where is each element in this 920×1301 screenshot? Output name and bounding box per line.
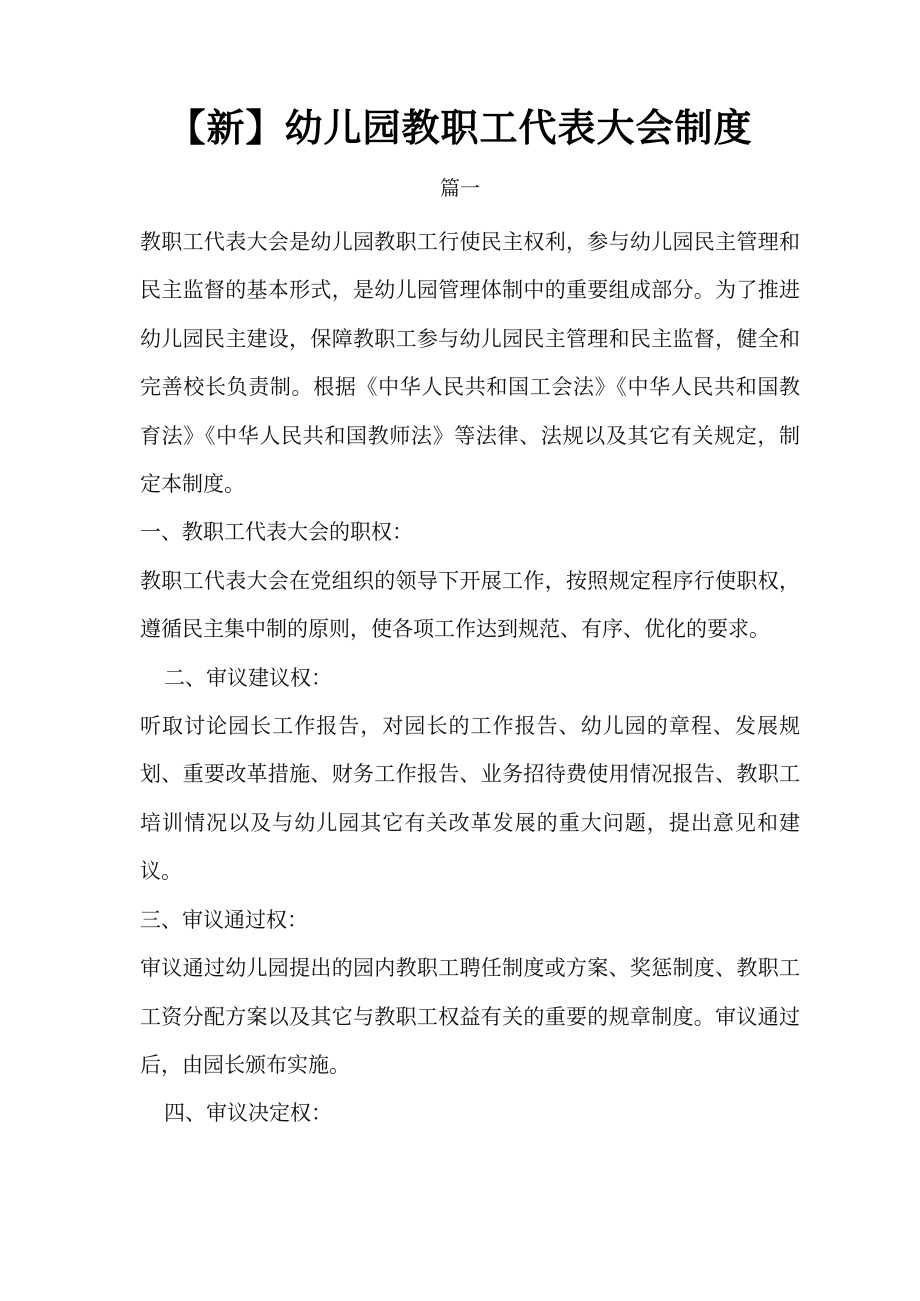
paragraph-review-suggest: 听取讨论园长工作报告，对园长的工作报告、幼儿园的章程、发展规划、重要改革措施、财务工作报告、业务招待费使用情况报告、教职工培训情况以及与幼儿园其它有关改革发展的重大问题，提出意见和建议。 — [140, 714, 800, 884]
section-heading-powers: 一、教职工代表大会的职权： — [140, 520, 413, 545]
paragraph-powers: 教职工代表大会在党组织的领导下开展工作，按照规定程序行使职权，遵循民主集中制的原则，使各项工作达到规范、有序、优化的要求。 — [140, 568, 800, 642]
section-heading-review-decide: 四、审议决定权： — [164, 1101, 332, 1126]
section-heading-review-suggest: 二、审议建议权： — [164, 665, 332, 690]
paragraph-intro: 教职工代表大会是幼儿园教职工行使民主权利，参与幼儿园民主管理和民主监督的基本形式，是幼儿园管理体制中的重要组成部分。为了推进幼儿园民主建设，保障教职工参与幼儿园民主管理和民主监督，健全和完善校长负责制。根据《中华人民共和国工会法》《中华人民共和国教育法》《中华人民共和国教师法》等法律、法规以及其它有关规定，制定本制度。 — [140, 230, 800, 497]
section-heading-review-approve: 三、审议通过权： — [140, 907, 308, 932]
document-body — [140, 218, 800, 1138]
document-title: 【新】幼儿园教职工代表大会制度 — [167, 106, 753, 150]
paragraph-review-approve: 审议通过幼儿园提出的园内教职工聘任制度或方案、奖惩制度、教职工工资分配方案以及其它与教职工权益有关的重要的规章制度。审议通过后，由园长颁布实施。 — [140, 956, 800, 1077]
document-subtitle: 篇一 — [440, 176, 480, 200]
